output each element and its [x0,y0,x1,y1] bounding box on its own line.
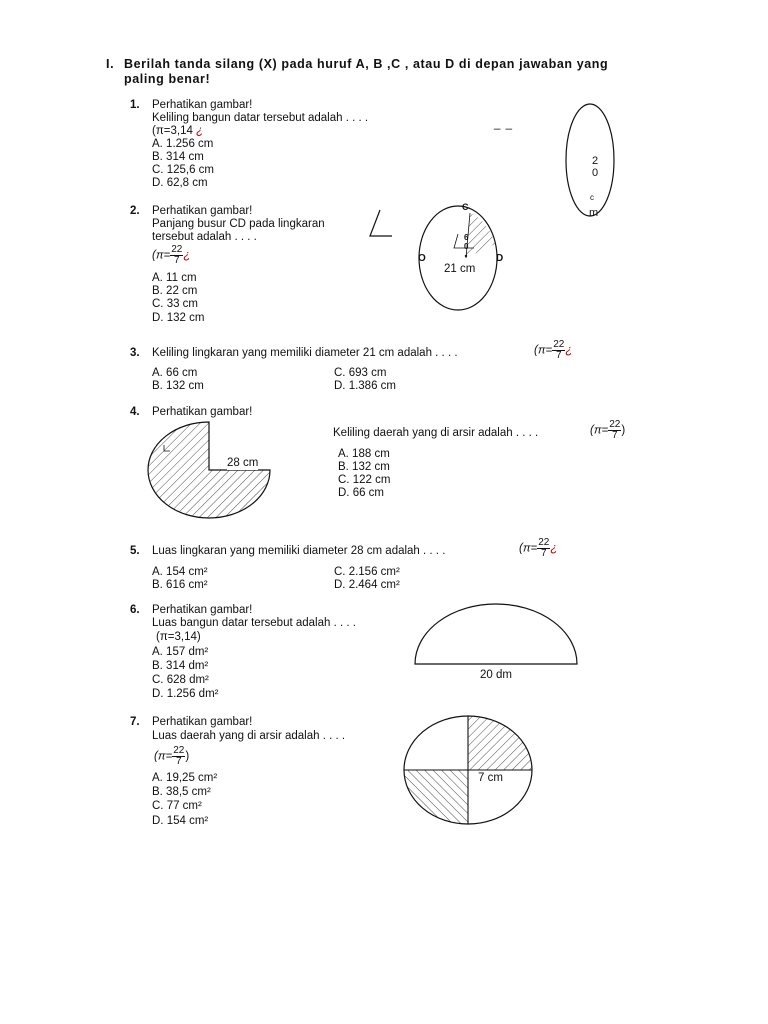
q5-question: Luas lingkaran yang memiliki diameter 28 cm adalah . . . . [152,545,446,557]
q1-label-m: m [589,207,599,219]
q4-radius-label: 28 cm [227,457,259,469]
q4-line-1: Perhatikan gambar! [152,406,253,418]
q4-option-a[interactable]: A. 188 cm [338,448,390,460]
q6-option-d[interactable]: D. 1.256 dm² [152,688,219,700]
q6-pi-note: (π=3,14) [156,631,201,643]
q7-number: 7. [130,716,140,728]
q2-option-b[interactable]: B. 22 cm [152,285,198,297]
q2-radius-label: 21 cm [444,263,476,275]
q1-number: 1. [130,99,140,111]
q2-option-c[interactable]: C. 33 cm [152,298,199,310]
instruction-line-1: Berilah tanda silang (X) pada huruf A, B ,C , atau D di depan jawaban yang [124,57,609,71]
q3-number: 3. [130,347,140,359]
q6-option-a[interactable]: A. 157 dm² [152,646,209,658]
q6-option-c[interactable]: C. 628 dm² [152,674,209,686]
q1-label-c: c [590,193,594,202]
q7-line-2: Luas daerah yang di arsir adalah . . . . [152,730,346,742]
q1-option-b[interactable]: B. 314 cm [152,151,204,163]
q4-option-b[interactable]: B. 132 cm [338,461,390,473]
q2-line-2: Panjang busur CD pada lingkaran [152,218,325,230]
q5-pi-note: (π= $\frac{22}{7}$ ¿ [519,537,558,559]
q2-option-a[interactable]: A. 11 cm [152,272,197,284]
q6-number: 6. [130,604,140,616]
q3-pi-note: (π= $\frac{22}{7}$ ¿ [534,339,573,361]
q2-label-c: C [462,202,469,212]
q4-pi-note: (π= $\frac{22}{7}$ ) [590,419,626,441]
q7-line-1: Perhatikan gambar! [152,716,253,728]
q4-sector-figure [140,415,276,527]
q1-line-2: Keliling bangun datar tersebut adalah . . . . [152,112,369,124]
q1-pi-prefix: (π=3,14 [152,125,193,137]
q2-angle-mark [366,208,396,240]
q1-option-a[interactable]: A. 1.256 cm [152,138,214,150]
q1-pi-suffix: ¿ [196,125,204,137]
q2-line-1: Perhatikan gambar! [152,205,253,217]
section-number: I. [106,57,115,71]
q7-option-d[interactable]: D. 154 cm² [152,815,209,827]
q1-option-c[interactable]: C. 125,6 cm [152,164,214,176]
q2-angle-digit-1: 6 [464,233,469,242]
q5-option-a[interactable]: A. 154 cm² [152,566,208,578]
q3-option-b[interactable]: B. 132 cm [152,380,204,392]
q5-option-b[interactable]: B. 616 cm² [152,579,208,591]
q7-circle-figure [400,712,538,828]
q5-option-c[interactable]: C. 2.156 cm² [334,566,400,578]
q6-semicircle-figure [410,600,582,668]
q3-option-c[interactable]: C. 693 cm [334,367,387,379]
q1-option-d[interactable]: D. 62,8 cm [152,177,208,189]
q5-number: 5. [130,545,140,557]
q6-line-2: Luas bangun datar tersebut adalah . . . . [152,617,356,629]
q4-question: Keliling daerah yang di arsir adalah . . . . [333,427,539,439]
q6-diameter-label: 20 dm [480,669,512,681]
q2-angle-digit-2: 0 [464,242,469,251]
q2-pi-note: (π= $\frac{22}{7}$ ¿ [152,244,191,266]
q7-pi-note: (π= $\frac{22}{7}$ ) [154,745,190,767]
q6-line-1: Perhatikan gambar! [152,604,253,616]
q1-pi-note [152,125,203,138]
instruction-line-2: paling benar! [124,72,211,86]
q2-option-d[interactable]: D. 132 cm [152,312,205,324]
q7-radius-label: 7 cm [478,772,503,784]
q2-number: 2. [130,205,140,217]
q2-label-d: D [496,253,504,264]
q3-option-a[interactable]: A. 66 cm [152,367,198,379]
q2-label-o: O [418,253,426,264]
q1-diameter-label: 2 0 [591,155,599,179]
q4-number: 4. [130,406,140,418]
q7-option-a[interactable]: A. 19,25 cm² [152,772,218,784]
q5-option-d[interactable]: D. 2.464 cm² [334,579,400,591]
q4-option-c[interactable]: C. 122 cm [338,474,391,486]
q7-option-c[interactable]: C. 77 cm² [152,800,202,812]
q1-dash-mark: _ _ [494,118,513,130]
q7-option-b[interactable]: B. 38,5 cm² [152,786,211,798]
q6-option-b[interactable]: B. 314 dm² [152,660,209,672]
q4-option-d[interactable]: D. 66 cm [338,487,385,499]
q2-line-3: tersebut adalah . . . . [152,231,257,243]
q3-option-d[interactable]: D. 1.386 cm [334,380,396,392]
q1-line-1: Perhatikan gambar! [152,99,253,111]
q3-question: Keliling lingkaran yang memiliki diameter 21 cm adalah . . . . [152,347,458,359]
